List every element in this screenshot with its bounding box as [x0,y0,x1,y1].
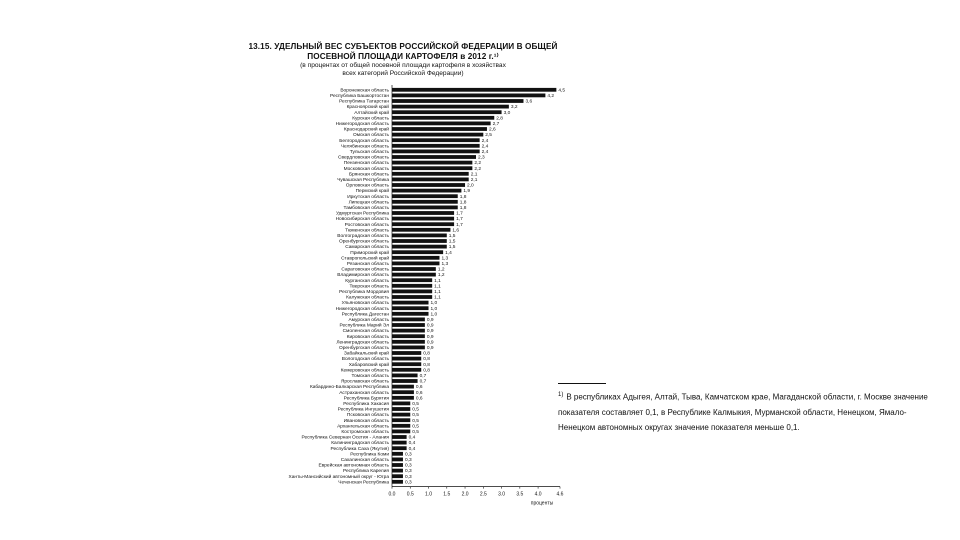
value-label: 0,9 [426,318,434,323]
value-label: 0,5 [412,413,419,419]
footnote [558,383,943,435]
bar [392,407,410,411]
value-label: 1,1 [434,284,441,290]
category-label: Краснодарский край [343,127,389,133]
bar [392,105,509,109]
value-label: 1,5 [448,245,456,251]
bar [392,155,476,159]
category-label: Республика Татарстан [339,99,389,105]
category-label: Ярославская область [340,379,389,385]
bar [392,206,458,210]
bar [392,200,458,204]
value-label: 1,5 [448,239,456,245]
bar [392,166,472,170]
category-label: Ханты-Мансийский автономный округ - Югра [288,474,389,480]
x-tick-label: 3.0 [498,491,506,498]
bar [392,318,425,322]
bar [392,150,480,154]
value-label: 0,9 [426,323,434,329]
bar [392,452,403,456]
bar [392,122,491,126]
value-label: 1,8 [459,194,467,200]
value-label: 0,5 [412,407,419,413]
value-label: 1,6 [452,228,460,234]
x-tick-label: 4.0 [534,491,542,498]
value-label: 1,5 [448,234,456,239]
category-label: Кабардино-Балкарская Республика [309,385,389,391]
category-label: Самарская область [345,245,389,251]
category-label: Нижегородская область [335,122,389,127]
value-label: 1,1 [434,295,441,301]
bar [392,211,454,215]
category-label: Орловская область [345,183,389,189]
category-label: Липецкая область [348,200,389,206]
category-label: Пермский край [355,189,389,195]
value-label: 0,3 [404,480,412,486]
bar [392,116,494,120]
bar [392,127,487,131]
category-label: Алтайский край [354,110,389,116]
value-label: 0,7 [419,379,427,385]
bar [392,329,425,333]
bar [392,385,414,389]
value-label: 3,0 [503,110,511,116]
value-label: 0,6 [415,385,423,391]
value-label: 1,1 [434,290,441,295]
bar [392,189,461,193]
bar [392,340,425,344]
bar [392,256,439,260]
category-label: Пензенская область [343,161,389,167]
x-tick-label: 0.5 [406,491,414,498]
bar [392,110,502,114]
bar [392,379,418,383]
category-label: Красноярский край [346,105,389,111]
value-label: 0,9 [426,329,434,335]
category-label: Астраханская область [339,390,389,396]
bar [392,194,458,198]
category-label: Амурская область [348,318,389,323]
value-label: 3,6 [525,99,533,105]
category-label: Оренбургская область [339,239,389,245]
x-tick-label: 3.5 [516,491,524,498]
bar [392,228,450,232]
category-label: Калужская область [346,295,389,301]
category-label: Республика Дагестан [341,312,389,318]
value-label: 0,3 [404,452,412,458]
bar [392,222,454,226]
bar [392,273,436,277]
value-label: 0,4 [408,446,416,452]
bar [392,94,545,98]
bar [392,357,421,361]
category-label: Тверская область [349,284,389,290]
bar [392,278,432,282]
value-label: 2,4 [481,138,489,144]
category-label: Брянская область [349,172,389,178]
bar [392,133,483,137]
category-label: Республика Хакасия [343,402,389,407]
category-label: Московская область [343,166,389,172]
footnote-body: В республиках Адыгея, Алтай, Тыва, Камчатском крае, Магаданской области, г. Москве значение показателя составляет 0,1, в Республике Калмыкия, Мурманской области, Ненецком, Ямало-Ненецком автономных округах значение показателя меньше 0,1. [558,392,928,432]
x-tick-label: 1.5 [443,491,451,498]
title-line-1: 13.15. УДЕЛЬНЫЙ ВЕС СУБЪЕКТОВ РОССИЙСКОЙ ФЕДЕРАЦИИ В ОБЩЕЙ [248,42,558,51]
bar [392,469,403,473]
value-label: 1,9 [463,189,471,195]
category-label: Ленинградская область [336,340,389,346]
category-label: Еврейская автономная область [318,463,389,469]
bar [392,234,447,238]
value-label: 0,6 [415,390,423,396]
category-label: Курская область [352,116,389,122]
value-label: 1,4 [445,250,452,256]
x-tick-label: 2.0 [461,491,469,498]
bar [392,368,421,372]
value-label: 0,3 [404,469,412,475]
category-label: Приморский край [350,250,389,256]
category-label: Воронежская область [340,88,389,94]
value-label: 1,7 [456,217,463,223]
category-label: Курганская область [345,278,389,284]
value-label: 1,3 [441,262,449,267]
category-label: Вологодская область [341,357,389,363]
category-label: Республика Башкортостан [329,94,389,99]
category-label: Чеченская Республика [338,480,389,486]
value-label: 2,6 [488,127,496,133]
category-label: Новосибирская область [335,217,389,223]
value-label: 4,2 [547,94,555,99]
bar [392,374,418,378]
value-label: 3,2 [510,105,518,111]
bar [392,138,480,142]
value-label: 0,5 [412,430,419,435]
value-label: 4,5 [558,88,566,94]
bar [392,458,403,462]
bar [392,144,480,148]
value-label: 1,8 [459,206,467,211]
category-label: Смоленская область [342,329,389,335]
value-label: 0,3 [404,458,412,463]
category-label: Костромская область [341,430,389,435]
value-label: 0,3 [404,463,412,469]
bar [392,239,447,243]
category-label: Республика Бурятия [343,396,389,402]
value-label: 1,2 [437,273,445,279]
value-label: 1,0 [430,301,438,307]
value-label: 2,5 [485,133,492,139]
category-label: Ставропольский край [341,256,389,262]
bar [392,312,429,316]
value-label: 2,3 [478,155,485,161]
category-label: Тамбовская область [343,206,389,211]
value-label: 2,4 [481,144,489,150]
category-label: Чувашская Республика [337,178,389,183]
footnote-text [558,388,943,435]
category-label: Рязанская область [346,262,389,267]
bar [392,474,403,478]
bar [392,362,421,366]
bar [392,183,465,187]
value-label: 2,2 [474,166,482,172]
value-label: 0,6 [415,396,423,402]
value-label: 1,0 [430,306,438,312]
value-label: 1,7 [456,222,463,228]
bar [392,217,454,221]
bar [392,334,425,338]
subtitle-line-2: всех категорий Российской Федерации) [342,70,464,77]
value-label: 0,4 [408,441,416,447]
category-label: Волгоградская область [337,234,389,239]
bar [392,301,429,305]
category-label: Республика Карелия [342,469,389,475]
bar [392,250,443,254]
category-label: Томская область [351,374,389,379]
category-label: Омская область [353,133,389,139]
category-label: Тюменская область [345,228,389,234]
category-label: Республика Ингушетия [337,407,389,413]
category-label: Сахалинская область [340,458,389,463]
bar [392,346,425,350]
value-label: 0,8 [423,357,430,363]
category-label: Псковская область [346,413,389,419]
bar [392,430,410,434]
category-label: Ульяновская область [341,301,389,307]
value-label: 0,7 [419,374,427,379]
category-label: Ростовская область [344,222,389,228]
category-label: Республика Саха (Якутия) [330,446,389,452]
bar [392,172,469,176]
category-label: Саратовская область [341,267,389,273]
value-label: 0,8 [423,362,430,368]
x-tick-label: 1.0 [425,491,432,498]
category-label: Иркутская область [347,194,389,200]
value-label: 0,9 [426,340,434,346]
value-label: 0,9 [426,334,434,340]
category-label: Республика Мордовия [339,290,389,295]
bar [392,351,421,355]
subtitle-line-1: (в процентах от общей посевной площади картофеля в хозяйствах [300,62,506,69]
category-label: Республика Коми [350,452,389,458]
x-tick-label: 0.0 [388,491,396,498]
bar [392,418,410,422]
value-label: 1,1 [434,278,441,284]
bar [392,480,403,484]
value-label: 0,4 [408,435,416,441]
bar [392,295,432,299]
category-label: Оренбургская область [339,346,389,351]
value-label: 0,5 [412,424,419,430]
bar [392,245,447,249]
category-label: Калининградская область [331,441,389,447]
bar [392,178,469,182]
bar [392,306,429,310]
category-label: Республика Марий Эл [339,323,389,329]
bar [392,435,407,439]
category-label: Хабаровский край [348,362,389,368]
value-label: 2,0 [467,183,474,189]
x-tick-label: 2.5 [479,491,487,498]
value-label: 2,7 [492,122,500,127]
value-label: 1,7 [456,211,463,217]
value-label: 0,5 [412,402,419,407]
title-line-2: ПОСЕВНОЙ ПЛОЩАДИ КАРТОФЕЛЯ в 2012 г.¹⁾ [307,52,499,61]
category-label: Нижегородская область [335,306,389,312]
category-label: Кемеровская область [340,368,389,374]
value-label: 1,2 [437,267,445,273]
category-label: Владимирская область [337,273,389,279]
bar [392,284,432,288]
x-axis-label: проценты [530,500,554,507]
category-label: Архангельская область [337,424,389,430]
footnote-mark: 1) [558,392,564,398]
bar [392,99,523,103]
category-label: Белгородская область [339,138,389,144]
category-label: Удмуртская Республика [335,211,389,217]
value-label: 2,2 [474,161,482,167]
bar [392,396,414,400]
bar [392,441,407,445]
bar [392,446,407,450]
value-label: 1,0 [430,312,438,318]
category-label: Тульская область [349,150,389,155]
category-label: Челябинская область [340,144,389,150]
category-label: Республика Северная Осетия - Алания [301,435,389,441]
bar [392,413,410,417]
bar [392,463,403,467]
x-tick-label: 4.6 [556,491,564,498]
value-label: 2,4 [481,150,489,155]
footnote-rule [558,383,606,384]
bar [392,88,556,92]
value-label: 0,8 [423,368,430,374]
bar [392,290,432,294]
value-label: 1,3 [441,256,449,262]
value-label: 2,1 [470,172,478,178]
category-label: Ивановская область [343,418,389,424]
bar [392,267,436,271]
bar [392,390,414,394]
category-label: Свердловская область [338,155,389,161]
value-label: 0,5 [412,418,419,424]
value-label: 1,8 [459,200,467,206]
value-label: 0,8 [423,351,430,357]
bar [392,161,472,165]
bar [392,402,410,406]
bar [392,262,439,266]
value-label: 0,9 [426,346,434,351]
bar [392,424,410,428]
value-label: 0,3 [404,474,412,480]
bar [392,323,425,327]
value-label: 2,8 [496,116,503,122]
value-label: 2,1 [470,178,478,183]
category-label: Забайкальский край [343,351,389,357]
category-label: Кировская область [346,334,389,340]
